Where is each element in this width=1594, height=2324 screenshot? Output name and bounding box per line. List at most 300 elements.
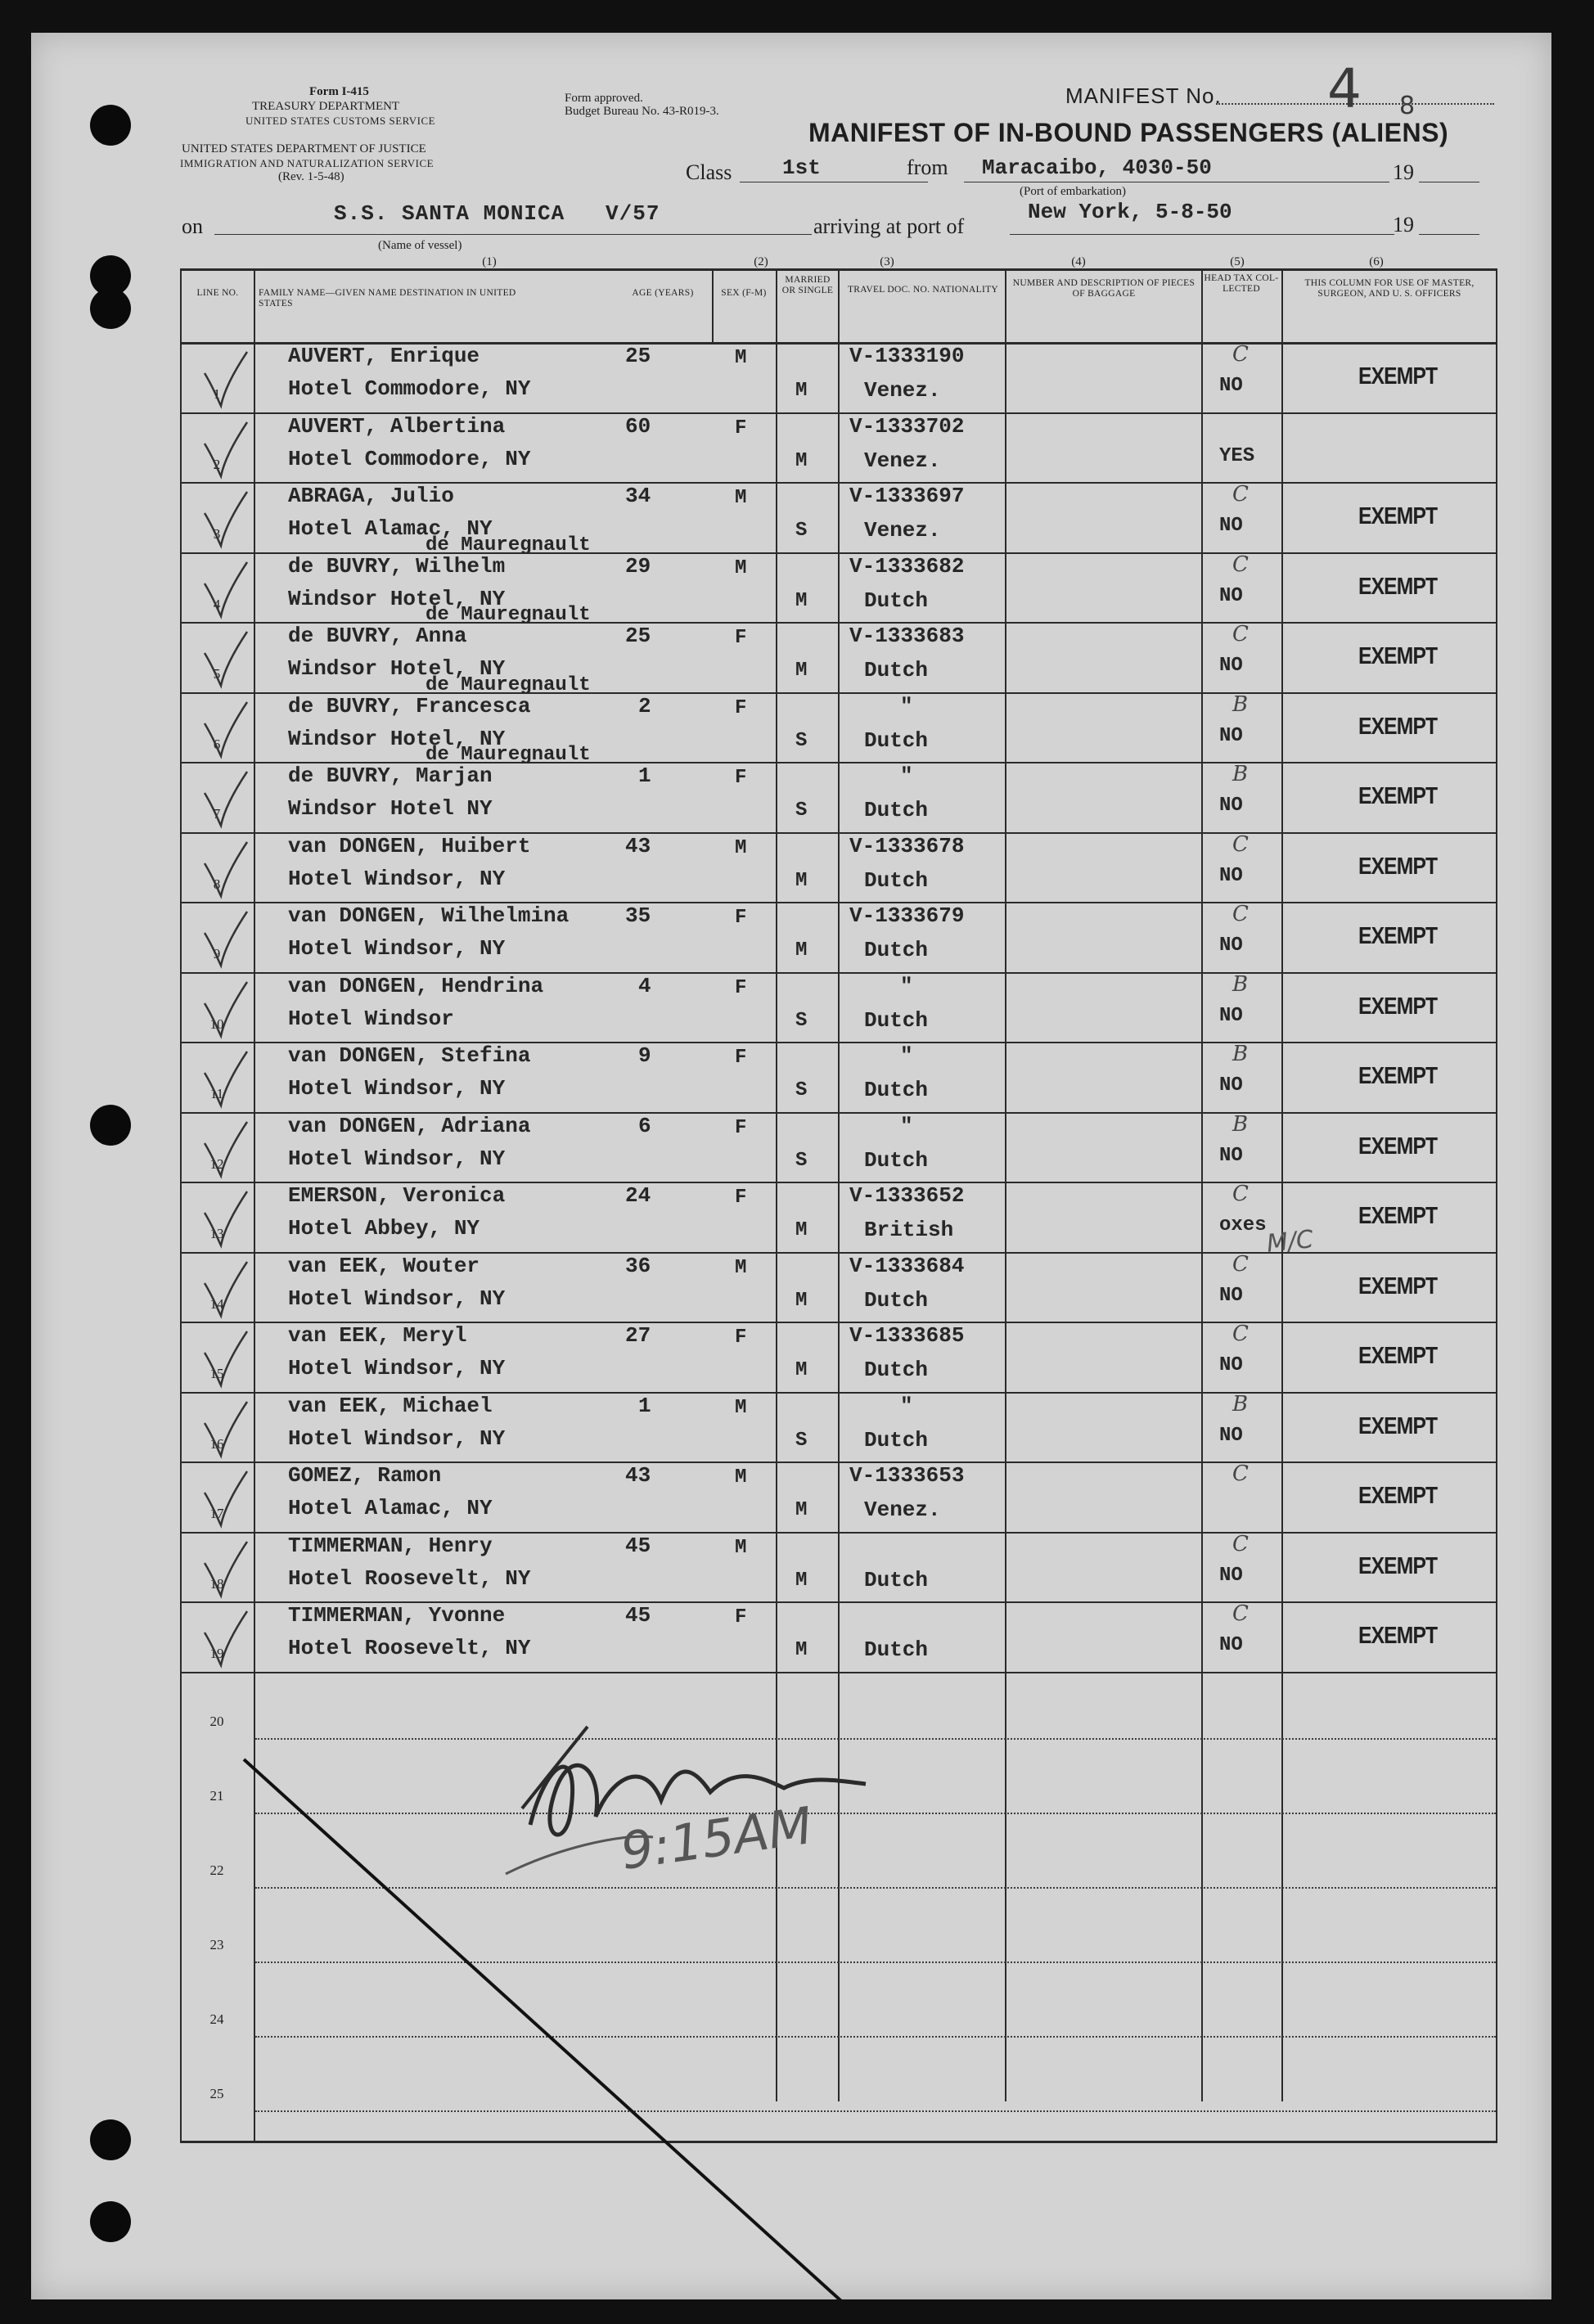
table-row (180, 744, 1497, 832)
vessel-underline (214, 234, 812, 235)
check-mark-icon (200, 349, 249, 409)
passenger-age: 43 (625, 1463, 651, 1488)
passenger-age: 60 (625, 413, 651, 439)
header-officers: THIS COLUMN FOR USE OF MASTER, SURGEON, AND U. S. OFFICERS (1304, 278, 1475, 299)
table-row (180, 604, 1497, 692)
passenger-age: 29 (625, 553, 651, 579)
travel-doc-number: V-1333190 (849, 344, 965, 368)
passenger-name: van EEK, Wouter (288, 1253, 480, 1278)
table-row (180, 1042, 1497, 1112)
passenger-destination: Hotel Windsor, NY (288, 1146, 506, 1171)
travel-doc-number: V-1333682 (849, 553, 965, 579)
officer-status: EXEMPT (1358, 993, 1438, 1020)
head-tax-collected: NO (1219, 1634, 1243, 1656)
line-number: 6 (213, 736, 221, 752)
check-mark-icon (200, 1259, 249, 1319)
passenger-sex: F (735, 1606, 747, 1628)
passenger-name: van DONGEN, Hendrina (288, 973, 544, 998)
vessel-value: S.S. SANTA MONICA V/57 (334, 201, 660, 226)
passenger-destination: Windsor Hotel, NY (288, 726, 506, 751)
travel-doc-number: " (900, 973, 913, 998)
head-tax-mark: C (1232, 1462, 1249, 1486)
line-number: 17 (209, 1506, 224, 1521)
table-row (180, 902, 1497, 972)
marital-status: S (795, 1149, 808, 1172)
officer-status: EXEMPT (1358, 1272, 1438, 1299)
passenger-destination: Hotel Windsor, NY (288, 1286, 506, 1311)
head-tax-mark: B (1232, 1111, 1249, 1137)
dept-justice-sub: IMMIGRATION AND NATURALIZATION SERVICE (180, 157, 435, 169)
table-row (180, 1532, 1497, 1602)
head-tax-collected: NO (1219, 724, 1243, 747)
line-number: 23 (209, 1936, 224, 1952)
travel-doc-number: V-1333697 (849, 484, 965, 508)
head-tax-mark: B (1232, 762, 1249, 786)
line-number: 7 (213, 806, 221, 822)
officer-status: EXEMPT (1358, 1133, 1438, 1160)
nationality: Dutch (864, 588, 929, 613)
line-number: 11 (209, 1086, 224, 1101)
dept-treasury-sub: UNITED STATES CUSTOMS SERVICE (245, 115, 436, 127)
table-row (180, 972, 1497, 1043)
passenger-destination: Hotel Commodore, NY (288, 446, 531, 471)
from-value: Maracaibo, 4030-50 (982, 155, 1212, 180)
marital-status: M (795, 660, 808, 682)
passenger-sex: F (735, 417, 747, 439)
travel-doc-number: V-1333652 (849, 1183, 965, 1208)
manifest-sheet (31, 33, 1551, 2299)
marital-status: M (795, 1289, 808, 1312)
head-tax-collected: NO (1219, 864, 1243, 887)
from-label: from (907, 155, 948, 179)
embarkation-label: (Port of embarkation) (1020, 185, 1126, 198)
passenger-name: van EEK, Michael (288, 1393, 493, 1418)
form-approved: Form approved. (565, 92, 643, 105)
inspection-time: 9:15AM (617, 1795, 817, 1882)
year-label-1: 19 (1393, 160, 1414, 184)
passenger-name: EMERSON, Veronica (288, 1183, 506, 1208)
table-row (180, 1322, 1497, 1392)
line-number: 25 (209, 2085, 224, 2101)
marital-status: M (795, 939, 808, 962)
line-number: 16 (209, 1435, 224, 1452)
line-number: 5 (213, 666, 221, 682)
head-tax-mark: B (1232, 971, 1249, 997)
passenger-name: de BUVRY, Marjan (288, 763, 493, 788)
table-row (180, 482, 1497, 552)
marital-status: M (795, 1499, 808, 1521)
travel-doc-number: " (900, 763, 913, 788)
binder-hole (90, 2201, 131, 2242)
header-head-tax: HEAD TAX COL-LECTED (1204, 273, 1279, 294)
line-number: 2 (213, 456, 221, 472)
passenger-sex: F (735, 976, 747, 999)
check-mark-icon (200, 559, 249, 619)
passenger-sex: M (735, 1256, 747, 1279)
head-tax-collected: NO (1219, 1424, 1243, 1447)
officer-status: EXEMPT (1358, 363, 1438, 390)
officer-status: EXEMPT (1358, 1623, 1438, 1649)
passenger-destination: Hotel Alamac, NY (288, 516, 493, 541)
table-row (180, 832, 1497, 903)
head-tax-collected: NO (1219, 795, 1243, 817)
line-number: 15 (209, 1366, 224, 1381)
passenger-destination: Hotel Windsor, NY (288, 1425, 506, 1451)
passenger-destination: Hotel Commodore, NY (288, 376, 531, 401)
officer-status: EXEMPT (1358, 503, 1438, 529)
passenger-destination: Windsor Hotel NY (288, 796, 493, 821)
head-tax-mark: B (1232, 1042, 1249, 1066)
passenger-sex: M (735, 347, 747, 369)
passenger-sex: F (735, 1187, 747, 1209)
passenger-sex: M (735, 556, 747, 579)
line-number: 4 (213, 596, 221, 612)
check-mark-icon (200, 839, 249, 899)
line-number: 18 (209, 1575, 224, 1592)
passenger-sex: F (735, 907, 747, 929)
column-number-2: (2) (754, 255, 768, 268)
marital-status: S (795, 1429, 808, 1452)
nationality: Venez. (864, 518, 941, 543)
officer-status: EXEMPT (1358, 573, 1438, 600)
passenger-sex: F (735, 1116, 747, 1139)
marital-status: M (795, 869, 808, 892)
table-row (180, 1252, 1497, 1322)
check-mark-icon (200, 1048, 249, 1109)
passenger-age: 4 (638, 973, 651, 998)
head-tax-collected: NO (1219, 1004, 1243, 1027)
header-age: AGE (YEARS) (632, 288, 694, 298)
officer-status: EXEMPT (1358, 923, 1438, 949)
marital-status: S (795, 1079, 808, 1101)
travel-doc-number: V-1333679 (849, 903, 965, 928)
passenger-destination: Hotel Abbey, NY (288, 1216, 480, 1241)
head-tax-mark: B (1232, 691, 1249, 717)
passenger-destination: Hotel Windsor, NY (288, 1076, 506, 1101)
passenger-age: 27 (625, 1323, 651, 1348)
head-tax-collected: NO (1219, 584, 1243, 607)
alias-note: de Mauregnault (426, 673, 591, 696)
nationality: Dutch (864, 798, 929, 822)
form-number: Form I-415 (309, 85, 369, 98)
officer-status: EXEMPT (1358, 853, 1438, 880)
passenger-destination: Windsor Hotel, NY (288, 656, 506, 681)
check-mark-icon (200, 1188, 249, 1249)
check-mark-icon (200, 1328, 249, 1389)
travel-doc-number: " (900, 1043, 913, 1068)
head-tax-mark: C (1232, 1531, 1249, 1556)
nationality: Dutch (864, 1287, 929, 1313)
on-label: on (182, 214, 203, 238)
passenger-sex: F (735, 696, 747, 719)
column-separator (712, 268, 714, 342)
passenger-sex: M (735, 836, 747, 859)
header-baggage: NUMBER AND DESCRIPTION OF PIECES OF BAGGAGE (1012, 278, 1196, 299)
marital-status: M (795, 589, 808, 612)
travel-doc-number: " (900, 693, 913, 718)
passenger-sex: M (735, 1536, 747, 1559)
marital-status: M (795, 1219, 808, 1241)
marital-status: M (795, 380, 808, 402)
header-married: MARRIED OR SINGLE (781, 275, 834, 295)
head-tax-mark: C (1232, 342, 1249, 367)
head-tax-collected: NO (1219, 935, 1243, 957)
check-mark-icon (200, 768, 249, 829)
passenger-destination: Hotel Windsor, NY (288, 936, 506, 961)
nationality: Dutch (864, 658, 929, 682)
head-tax-mark: C (1232, 482, 1249, 507)
passenger-age: 1 (638, 763, 651, 788)
column-number-4: (4) (1071, 255, 1086, 268)
page-title: MANIFEST OF IN-BOUND PASSENGERS (ALIENS) (808, 118, 1449, 147)
head-tax-collected: NO (1219, 1144, 1243, 1167)
passenger-age: 34 (625, 484, 651, 508)
officer-status: EXEMPT (1358, 1483, 1438, 1509)
nationality: Dutch (864, 1147, 929, 1173)
nationality: Dutch (864, 938, 929, 962)
table-row (180, 1601, 1497, 1672)
head-tax-collected: NO (1219, 375, 1243, 397)
nationality: Dutch (864, 727, 929, 753)
passenger-name: TIMMERMAN, Henry (288, 1533, 493, 1558)
nationality: Venez. (864, 448, 941, 473)
travel-doc-number: V-1333678 (849, 833, 965, 858)
binder-hole (90, 288, 131, 329)
line-number: 22 (209, 1862, 224, 1878)
line-number: 13 (209, 1226, 224, 1241)
passenger-age: 36 (625, 1253, 651, 1278)
travel-doc-number: V-1333685 (849, 1323, 965, 1348)
vessel-label: (Name of vessel) (378, 239, 462, 252)
passenger-age: 45 (625, 1603, 651, 1628)
passenger-sex: M (735, 487, 747, 509)
marital-status: S (795, 520, 808, 542)
travel-doc-number: " (900, 1393, 913, 1418)
table-row (180, 673, 1497, 763)
arriving-underline (1010, 234, 1394, 235)
head-tax-mark: C (1232, 1251, 1249, 1277)
header-sex: SEX (F-M) (721, 288, 767, 298)
head-tax-mark: C (1232, 902, 1249, 926)
line-number: 20 (209, 1713, 224, 1729)
passenger-destination: Hotel Windsor, NY (288, 1356, 506, 1380)
travel-doc-number: " (900, 1113, 913, 1138)
line-number: 9 (213, 946, 221, 962)
passenger-destination: Hotel Roosevelt, NY (288, 1636, 531, 1660)
officer-status: EXEMPT (1358, 1203, 1438, 1229)
travel-doc-number: V-1333684 (849, 1253, 965, 1278)
check-mark-icon (200, 1538, 249, 1599)
head-tax-mark: C (1232, 1601, 1249, 1626)
line-number: 1 (213, 386, 221, 402)
check-mark-icon (200, 628, 249, 689)
head-tax-mark: C (1232, 1182, 1249, 1206)
line-number: 21 (209, 1787, 224, 1804)
passenger-sex: F (735, 1326, 747, 1349)
head-tax-collected: NO (1219, 515, 1243, 537)
year-underline-2 (1419, 234, 1479, 235)
nationality: Dutch (864, 867, 929, 893)
passenger-name: van DONGEN, Wilhelmina (288, 903, 570, 928)
nationality: Dutch (864, 1637, 929, 1662)
alias-note: de Mauregnault (426, 534, 591, 556)
passenger-name: de BUVRY, Wilhelm (288, 553, 506, 579)
class-label: Class (686, 160, 732, 184)
passenger-age: 25 (625, 624, 651, 648)
passenger-destination: Hotel Roosevelt, NY (288, 1565, 531, 1591)
line-number: 3 (213, 526, 221, 542)
passenger-name: de BUVRY, Francesca (288, 693, 531, 718)
check-mark-icon (200, 1398, 249, 1459)
arriving-value: New York, 5-8-50 (1028, 200, 1232, 224)
passenger-age: 9 (638, 1043, 651, 1068)
binder-hole (90, 1105, 131, 1146)
officer-status: EXEMPT (1358, 1063, 1438, 1089)
officer-status: EXEMPT (1358, 783, 1438, 809)
marital-status: M (795, 1569, 808, 1592)
check-mark-icon (200, 419, 249, 480)
line-number: 8 (213, 876, 221, 892)
passenger-name: AUVERT, Albertina (288, 413, 506, 439)
check-mark-icon (200, 1119, 249, 1179)
table-row (180, 1462, 1497, 1532)
nationality: British (864, 1218, 954, 1242)
binder-hole (90, 105, 131, 146)
passenger-sex: F (735, 627, 747, 649)
head-tax-collected: NO (1219, 1074, 1243, 1097)
check-mark-icon (200, 489, 249, 549)
head-tax-mark: C (1232, 552, 1249, 577)
column-number-3: (3) (880, 255, 894, 268)
passenger-destination: Hotel Alamac, NY (288, 1496, 493, 1520)
nationality: Dutch (864, 1007, 929, 1033)
passenger-age: 25 (625, 344, 651, 368)
officer-status: EXEMPT (1358, 1343, 1438, 1369)
travel-doc-number: V-1333702 (849, 413, 965, 439)
cancel-diagonal-line (236, 1751, 890, 2324)
passenger-destination: Hotel Windsor, NY (288, 866, 506, 891)
passenger-destination: Hotel Windsor (288, 1006, 454, 1031)
marital-status: S (795, 729, 808, 752)
check-mark-icon (200, 1468, 249, 1529)
passenger-name: de BUVRY, Anna (288, 624, 467, 648)
check-mark-icon (200, 1608, 249, 1669)
nationality: Venez. (864, 1498, 941, 1522)
head-tax-collected: NO (1219, 1564, 1243, 1587)
head-tax-collected: NO (1219, 655, 1243, 677)
head-tax-mark: B (1232, 1391, 1249, 1416)
check-mark-icon (200, 699, 249, 759)
passenger-age: 1 (638, 1393, 651, 1418)
passenger-name: van DONGEN, Stefina (288, 1043, 531, 1068)
travel-doc-number: V-1333653 (849, 1463, 965, 1488)
head-tax-mark: C (1232, 1322, 1249, 1346)
passenger-sex: M (735, 1396, 747, 1419)
passenger-name: TIMMERMAN, Yvonne (288, 1603, 506, 1628)
column-number-1: (1) (482, 255, 497, 268)
line-number: 12 (209, 1155, 224, 1172)
passenger-name: GOMEZ, Ramon (288, 1463, 442, 1488)
line-number: 10 (209, 1016, 224, 1032)
passenger-sex: M (735, 1466, 747, 1489)
nationality: Venez. (864, 378, 941, 403)
manifest-no-value: 4 (1327, 57, 1362, 120)
alias-note: de Mauregnault (426, 744, 591, 766)
passenger-sex: F (735, 1047, 747, 1069)
marital-status: S (795, 1009, 808, 1032)
year-label-2: 19 (1393, 213, 1414, 236)
passenger-age: 6 (638, 1113, 651, 1138)
header-travel: TRAVEL DOC. NO. NATIONALITY (847, 285, 999, 295)
budget-bureau: Budget Bureau No. 43-R019-3. (565, 105, 719, 118)
head-tax-collected: YES (1219, 444, 1255, 467)
passenger-name: van DONGEN, Adriana (288, 1113, 531, 1138)
alias-note: de Mauregnault (426, 604, 591, 626)
check-mark-icon (200, 908, 249, 969)
line-number: 19 (209, 1646, 224, 1661)
nationality: Dutch (864, 1427, 929, 1452)
class-value: 1st (782, 155, 821, 180)
dept-treasury: TREASURY DEPARTMENT (252, 100, 400, 113)
officer-status: EXEMPT (1358, 643, 1438, 669)
passenger-sex: F (735, 767, 747, 789)
nationality: Dutch (864, 1078, 929, 1102)
marital-status: M (795, 1639, 808, 1661)
passenger-age: 24 (625, 1183, 651, 1208)
manifest-no-sub: 8 (1399, 92, 1416, 120)
table-row (180, 1392, 1497, 1462)
passenger-age: 43 (625, 833, 651, 858)
binder-hole (90, 2119, 131, 2160)
passenger-name: ABRAGA, Julio (288, 484, 454, 508)
revision-date: (Rev. 1-5-48) (278, 170, 344, 183)
column-number-5: (5) (1230, 255, 1245, 268)
column-number-6: (6) (1369, 255, 1384, 268)
margin-note: M/C (1265, 1225, 1315, 1259)
passenger-name: van DONGEN, Huibert (288, 833, 531, 858)
passenger-destination: Windsor Hotel, NY (288, 586, 506, 611)
table-row (180, 342, 1497, 412)
table-row (180, 412, 1497, 483)
head-tax-collected: NO (1219, 1284, 1243, 1307)
officer-status: EXEMPT (1358, 1412, 1438, 1439)
dept-justice: UNITED STATES DEPARTMENT OF JUSTICE (182, 142, 426, 155)
nationality: Dutch (864, 1358, 929, 1382)
table-row (180, 534, 1497, 623)
head-tax-collected: NO (1219, 1354, 1243, 1376)
header-line-no: LINE NO. (196, 288, 239, 298)
head-tax-mark: C (1232, 622, 1249, 646)
arriving-label: arriving at port of (813, 214, 965, 238)
head-tax-collected: oxes (1219, 1214, 1267, 1236)
travel-doc-number: V-1333683 (849, 624, 965, 648)
officer-status: EXEMPT (1358, 713, 1438, 740)
passenger-age: 45 (625, 1533, 651, 1558)
passenger-age: 35 (625, 903, 651, 928)
nationality: Dutch (864, 1567, 929, 1592)
passenger-age: 2 (638, 693, 651, 718)
passenger-name: AUVERT, Enrique (288, 344, 480, 368)
officer-status: EXEMPT (1358, 1552, 1438, 1579)
marital-status: M (795, 449, 808, 472)
marital-status: M (795, 1359, 808, 1381)
marital-status: S (795, 799, 808, 822)
check-mark-icon (200, 979, 249, 1039)
head-tax-mark: C (1232, 831, 1249, 857)
line-number: 24 (209, 2011, 224, 2027)
header-name: FAMILY NAME—GIVEN NAME DESTINATION IN UNITED STATES (259, 288, 516, 309)
table-row (180, 1112, 1497, 1182)
